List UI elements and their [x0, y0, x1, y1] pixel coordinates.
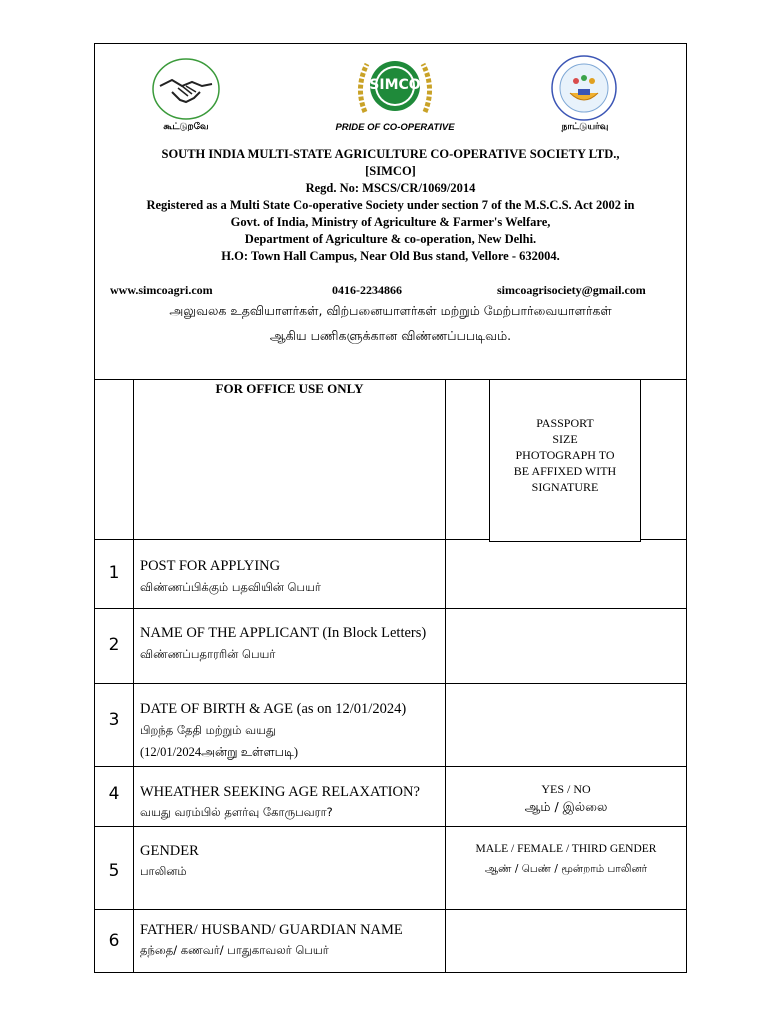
dob-age-label-tamil: பிறந்த தேதி மற்றும் வயது — [140, 723, 277, 737]
gender-label-tamil: பாலினம் — [140, 864, 187, 878]
phone-number: 0416-2234866 — [332, 283, 402, 297]
photo-box-line: SIZE — [552, 432, 578, 446]
gender-label: GENDER — [140, 843, 199, 859]
society-short-name: [SIMCO] — [365, 164, 416, 178]
applicant-name-field[interactable] — [446, 609, 686, 682]
post-label-tamil: விண்ணப்பிக்கும் பதவியின் பெயர் — [140, 580, 321, 594]
age-relaxation-label-tamil: வயது வரம்பில் தளர்வு கோருபவரா? — [140, 805, 333, 819]
gender-options[interactable]: MALE / FEMALE / THIRD GENDER — [475, 843, 657, 855]
photo-box-line: PHOTOGRAPH TO — [515, 448, 615, 462]
guardian-name-field[interactable] — [446, 910, 686, 972]
dob-age-label: DATE OF BIRTH & AGE (as on 12/01/2024) — [140, 701, 407, 717]
simco-logo-text: SIMCO — [369, 77, 421, 93]
form-title-tamil-line1: அலுவலக உதவியாளர்கள், விற்பனையாளர்கள் மற்றும் மேற்பார்வையாளர்கள் — [169, 303, 612, 318]
passport-photo-box[interactable] — [489, 379, 641, 542]
row-divider — [94, 766, 687, 767]
post-label: POST FOR APPLYING — [140, 558, 281, 574]
post-field[interactable] — [446, 540, 686, 607]
number-column-divider — [133, 379, 134, 973]
row-number: 4 — [108, 784, 120, 804]
form-title-tamil-line2: ஆகிய பணிகளுக்கான விண்ணப்பபடிவம். — [269, 328, 512, 343]
ministry-line: Govt. of India, Ministry of Agriculture & Farmer's Welfare, — [230, 215, 551, 229]
guardian-name-label: FATHER/ HUSBAND/ GUARDIAN NAME — [140, 922, 403, 938]
society-name: SOUTH INDIA MULTI-STATE AGRICULTURE CO-OPERATIVE SOCIETY LTD., — [161, 147, 620, 161]
department-line: Department of Agriculture & co-operation, New Delhi. — [244, 232, 537, 246]
photo-box-line: PASSPORT — [536, 416, 594, 430]
office-use-label: FOR OFFICE USE ONLY — [215, 381, 364, 396]
age-relaxation-options[interactable]: YES / NO — [541, 782, 591, 796]
handshake-logo — [150, 56, 222, 122]
row-number: 5 — [108, 861, 120, 881]
row-divider — [94, 826, 687, 827]
row-number: 3 — [108, 710, 120, 730]
logo-tagline: PRIDE OF CO-OPERATIVE — [335, 122, 455, 133]
age-relaxation-options-tamil[interactable]: ஆம் / இல்லை — [524, 799, 608, 814]
row-number: 2 — [108, 635, 120, 655]
age-relaxation-label: WHEATHER SEEKING AGE RELAXATION? — [140, 784, 420, 800]
registration-number: Regd. No: MSCS/CR/1069/2014 — [305, 181, 476, 195]
applicant-name-label-tamil: விண்ணப்பதாரரின் பெயர் — [140, 647, 276, 661]
photo-box-line: BE AFFIXED WITH — [513, 464, 617, 478]
guardian-name-label-tamil: தந்தை/ கணவர்/ பாதுகாவலர் பெயர் — [140, 943, 329, 957]
photo-box-line: SIGNATURE — [531, 480, 599, 494]
website-link[interactable]: www.simcoagri.com — [110, 283, 213, 297]
row-number: 1 — [108, 563, 120, 583]
gender-options-tamil[interactable]: ஆண் / பெண் / மூன்றாம் பாலினர் — [484, 863, 648, 875]
society-emblem-logo — [548, 53, 620, 123]
email-address[interactable]: simcoagrisociety@gmail.com — [497, 283, 646, 297]
left-logo-caption: கூட்டுறவே — [163, 122, 209, 132]
applicant-name-label: NAME OF THE APPLICANT (In Block Letters) — [140, 625, 427, 641]
dob-age-note-tamil: (12/01/2024அன்று உள்ளபடி) — [140, 745, 299, 759]
row-number: 6 — [108, 931, 120, 951]
head-office-address: H.O: Town Hall Campus, Near Old Bus stand, Vellore - 632004. — [221, 249, 560, 263]
dob-age-field[interactable] — [446, 684, 686, 765]
registration-note: Registered as a Multi State Co-operative Society under section 7 of the M.S.C.S. Act 2002 in — [146, 198, 635, 212]
right-logo-caption: நாட்டுயர்வு — [561, 122, 609, 132]
